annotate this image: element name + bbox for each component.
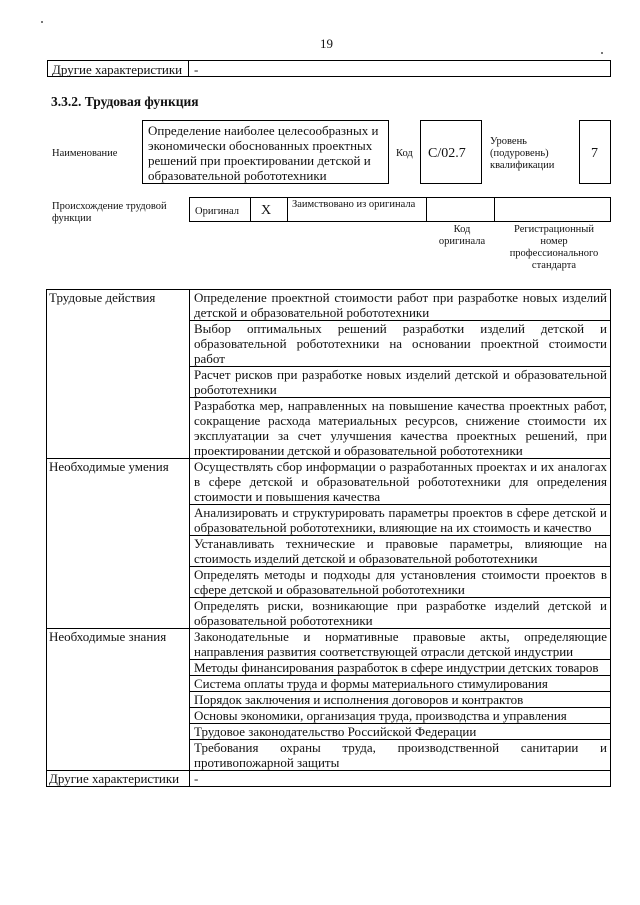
- origin-divider: [494, 197, 495, 222]
- reg-number-label: Регистрационный номер профессионального стандарта: [509, 224, 599, 271]
- level-value: 7: [591, 146, 598, 161]
- row-divider: [188, 60, 189, 77]
- knowledge-item: Порядок заключения и исполнения договоров и контрактов: [190, 692, 611, 708]
- knowledge-item: Трудовое законодательство Российской Федерации: [190, 724, 611, 740]
- skill-item: Анализировать и структурировать параметры проектов в сфере детской и образовательной робототехники, влияющие на их стоимость и качество: [190, 505, 611, 536]
- section-label-knowledge: Необходимые знания: [47, 629, 190, 771]
- code-label: Код: [396, 148, 413, 159]
- top-row-label: Другие характеристики: [52, 62, 183, 77]
- table-row: [47, 459, 611, 505]
- page-number: 19: [320, 36, 333, 51]
- origin-divider: [250, 197, 251, 222]
- top-row-value: -: [194, 62, 199, 77]
- scan-mark: [601, 52, 603, 54]
- labor-function-table: [46, 289, 611, 787]
- knowledge-item: Система оплаты труда и формы материального стимулирования: [190, 676, 611, 692]
- knowledge-item: Методы финансирования разработок в сфере индустрии детских товаров: [190, 660, 611, 676]
- action-item: Расчет рисков при разработке новых изделий детской и образовательной робототехники: [190, 367, 611, 398]
- section-label-skills: Необходимые умения: [47, 459, 190, 629]
- knowledge-item: Законодательные и нормативные правовые акты, определяющие направления развития соответствующей отрасли детской индустрии: [190, 629, 611, 660]
- table-row: [47, 629, 611, 660]
- skill-item: Определять риски, возникающие при разработке изделий детской и образовательной робототехники: [190, 598, 611, 629]
- name-label: Наименование: [52, 148, 118, 159]
- skill-item: Осуществлять сбор информации о разработанных проектах и их аналогах в сфере детской и образовательной робототехники для определения стоимости и повышения качества: [190, 459, 611, 505]
- name-value: Определение наиболее целесообразных и экономически обоснованных проектных решений при проектировании детской и образовательной робототехники: [148, 123, 379, 183]
- code-original-label: Код оригинала: [438, 224, 486, 247]
- table-row: [47, 290, 611, 321]
- code-value: C/02.7: [428, 146, 466, 161]
- level-label: Уровень (подуровень) квалификации: [490, 136, 555, 171]
- borrowed-label: Заимствовано из оригинала: [292, 199, 416, 210]
- original-mark: X: [261, 203, 272, 218]
- original-label: Оригинал: [195, 206, 239, 217]
- section-label-other: Другие характеристики: [47, 771, 190, 787]
- knowledge-item: Основы экономики, организация труда, производства и управления: [190, 708, 611, 724]
- table-row: [47, 771, 611, 787]
- section-label-actions: Трудовые действия: [47, 290, 190, 459]
- origin-divider: [426, 197, 427, 222]
- origin-label: Происхождение трудовой функции: [52, 201, 167, 224]
- action-item: Разработка мер, направленных на повышение качества проектных работ, сокращение расхода материальных ресурсов, снижение стоимости их эксплуатации за счет улучшения качества проектных решений, при проектировании детской и образовательной робототехники: [190, 398, 611, 459]
- scan-mark: [41, 21, 43, 23]
- action-item: Определение проектной стоимости работ при разработке новых изделий детской и образовательной робототехники: [190, 290, 611, 321]
- action-item: Выбор оптимальных решений разработки изделий детской и образовательной робототехники на основании проектной стоимости работ: [190, 321, 611, 367]
- skill-item: Определять методы и подходы для установления стоимости проектов в сфере детской и образовательной робототехники: [190, 567, 611, 598]
- skill-item: Устанавливать технические и правовые параметры, влияющие на стоимость изделий детской и образовательной робототехники: [190, 536, 611, 567]
- section-title: 3.3.2. Трудовая функция: [51, 94, 199, 109]
- knowledge-item: Требования охраны труда, производственной санитарии и противопожарной защиты: [190, 740, 611, 771]
- other-item: -: [190, 771, 611, 787]
- origin-divider: [287, 197, 288, 222]
